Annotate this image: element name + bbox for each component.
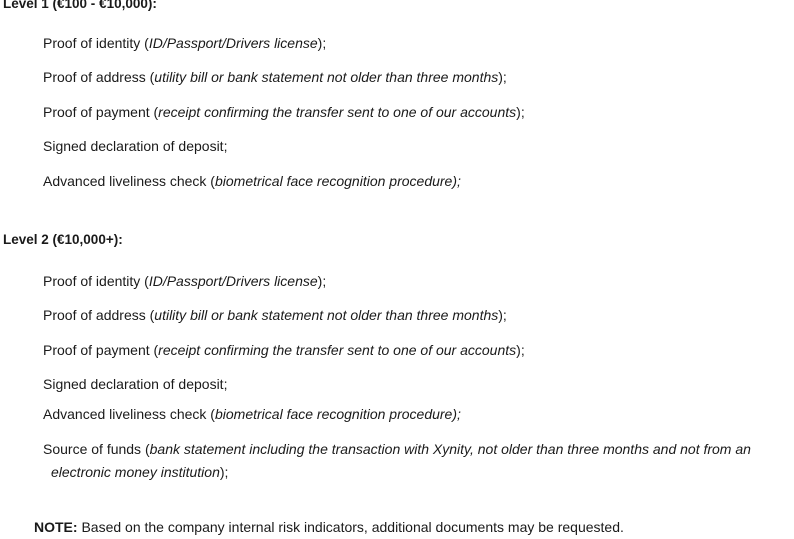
level2-item-declaration: Signed declaration of deposit;	[43, 376, 228, 392]
level2-item-payment: Proof of payment (receipt confirming the transfer sent to one of our accounts);	[43, 342, 525, 358]
level1-item-address: Proof of address (utility bill or bank statement not older than three months);	[43, 69, 507, 85]
level1-item-identity: Proof of identity (ID/Passport/Drivers license);	[43, 35, 327, 51]
note-text: Based on the company internal risk indicators, additional documents may be requested.	[77, 519, 624, 535]
level2-item-identity: Proof of identity (ID/Passport/Drivers license);	[43, 273, 327, 289]
note	[34, 519, 624, 535]
level1-item-declaration: Signed declaration of deposit;	[43, 138, 228, 154]
level2-item-source-of-funds-continued: electronic money institution);	[51, 464, 229, 480]
level1-item-liveliness: Advanced liveliness check (biometrical face recognition procedure);	[43, 173, 461, 189]
note-label: NOTE:	[34, 519, 78, 535]
level1-item-payment: Proof of payment (receipt confirming the transfer sent to one of our accounts);	[43, 104, 525, 120]
level2-item-address: Proof of address (utility bill or bank statement not older than three months);	[43, 307, 507, 323]
level1-heading: Level 1 (€100 - €10,000):	[3, 0, 157, 11]
level2-item-source-of-funds: Source of funds (bank statement including the transaction with Xynity, not older than three months and not from an	[43, 441, 751, 457]
level2-item-liveliness: Advanced liveliness check (biometrical face recognition procedure);	[43, 406, 461, 422]
level2-heading: Level 2 (€10,000+):	[3, 232, 123, 247]
